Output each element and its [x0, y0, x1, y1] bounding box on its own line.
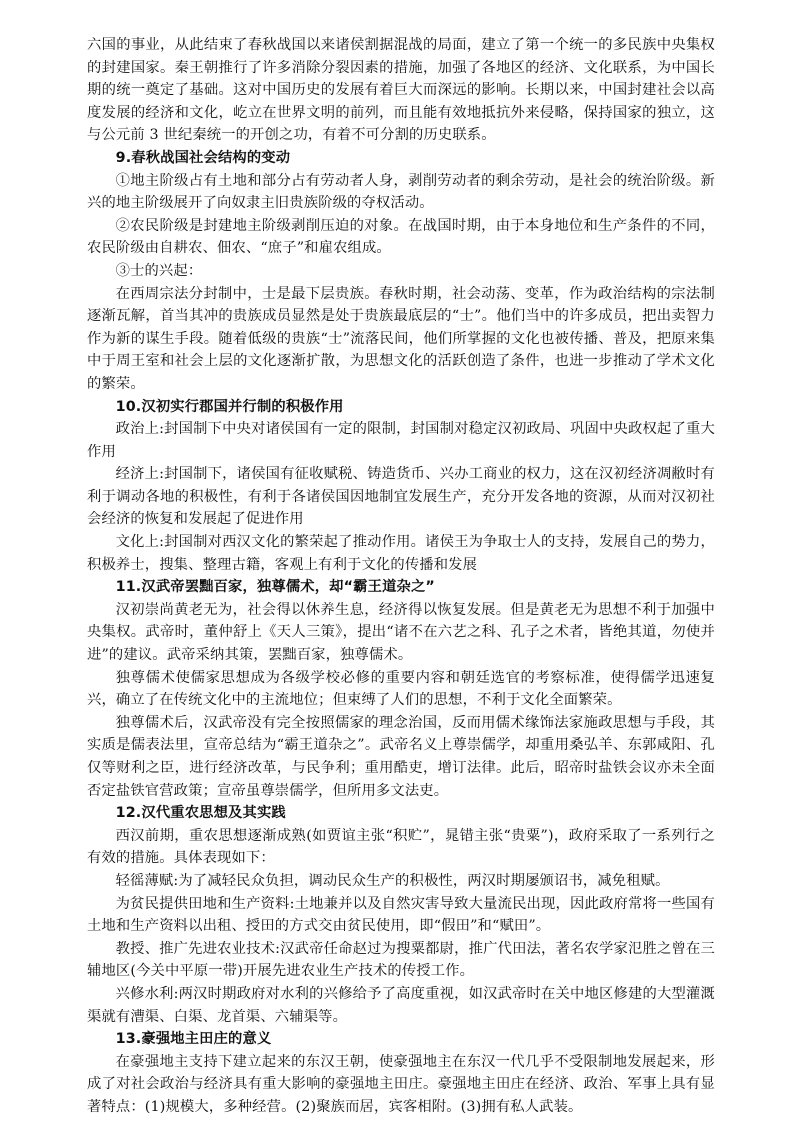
paragraph: 文化上:封国制对西汉文化的繁荣起了推动作用。诸侯王为争取士人的支持，发展自己的势力，积极养士，搜集、整理古籍，客观上有利于文化的传播和发展 [87, 534, 715, 573]
paragraph: 独尊儒术使儒家思想成为各级学校必修的重要内容和朝廷选官的考察标准，使得儒学迅速复兴，确立了在传统文化中的主流地位；但束缚了人们的思想，不利于文化全面繁荣。 [87, 669, 715, 709]
paragraph: 轻徭薄赋:为了减轻民众负担，调动民众生产的积极性，两汉时期屡颁诏书，减免租赋。 [115, 872, 670, 889]
paragraph: 西汉前期，重农思想逐渐成熟(如贾谊主张“积贮”，晁错主张“贵粟”)，政府采取了一系列行之有效的措施。具体表现如下： [87, 827, 715, 867]
paragraph: 教授、推广先进农业技术:汉武帝任命赵过为搜粟都尉，推广代田法，著名农学家氾胜之曾在三辅地区(今关中平原一带)开展先进农业生产技术的传授工作。 [87, 940, 715, 980]
section-heading-13: 13.豪强地主田庄的意义 [115, 1031, 272, 1048]
paragraph: 为贫民提供田地和生产资料:土地兼并以及自然灾害导致大量流民出现，因此政府常将一些国有土地和生产资料以出租、授田的方式交由贫民使用，即“假田”和“赋田”。 [87, 895, 715, 935]
paragraph: 汉初崇尚黄老无为，社会得以休养生息，经济得以恢复发展。但是黄老无为思想不利于加强中央集权。武帝时，董仲舒上《天人三策》，提出“诸不在六艺之科、孔子之术者，皆绝其道，勿使并进”的建议。武帝采纳其策，罢黜百家，独尊儒术。 [87, 601, 715, 664]
paragraph: ②农民阶级是封建地主阶级剥削压迫的对象。在战国时期，由于本身地位和生产条件的不同，农民阶级由自耕农、佃农、“庶子”和雇农组成。 [87, 217, 715, 257]
paragraph: 经济上:封国制下，诸侯国有征收赋税、铸造货币、兴办工商业的权力，这在汉初经济凋敝时有利于调动各地的积极性，有利于各诸侯国因地制宜发展生产，充分开发各地的资源，从而对汉初社会经济的恢复和发展起了促进作用 [87, 466, 715, 528]
section-heading-12: 12.汉代重农思想及其实践 [115, 805, 286, 822]
section-heading-11: 11.汉武帝罢黜百家，独尊儒术，却“霸王道杂之” [115, 579, 435, 596]
section-heading-9: 9.春秋战国社会结构的变动 [115, 149, 291, 166]
paragraph: 独尊儒术后，汉武帝没有完全按照儒家的理念治国，反而用儒术缘饰法家施政思想与手段，其实质是儒表法里，宣帝总结为“霸王道杂之”。武帝名义上尊崇儒学，却重用桑弘羊、东郭咸阳、孔仅等财利之臣，进行经济改革，与民争利；重用酷吏，增订法律。此后，昭帝时盐铁会议亦未全面否定盐铁官营政策；宣帝虽尊崇儒学，但所用多文法吏。 [87, 714, 715, 799]
paragraph: ①地主阶级占有土地和部分占有劳动者人身，剥削劳动者的剩余劳动，是社会的统治阶级。新兴的地主阶级展开了向奴隶主旧贵族阶级的夺权活动。 [87, 172, 715, 212]
intro-paragraph: 六国的事业，从此结束了春秋战国以来诸侯割据混战的局面，建立了第一个统一的多民族中央集权的封建国家。秦王朝推行了许多消除分裂因素的措施，加强了各地区的经济、文化联系，为中国长期的统一奠定了基础。这对中国历史的发展有着巨大而深远的影响。长期以来，中国封建社会以高度发展的经济和文化，屹立在世界文明的前列，而且能有效地抵抗外来侵略，保持国家的独立，这与公元前 3 世纪秦统一的开创之功，有着不可分割的历史联系。 [87, 37, 715, 144]
paragraph: 政治上:封国制下中央对诸侯国有一定的限制，封国制对稳定汉初政局、巩固中央政权起了重大作用 [87, 421, 715, 460]
paragraph: 在豪强地主支持下建立起来的东汉王朝，使豪强地主在东汉一代几乎不受限制地发展起来，形成了对社会政治与经济具有重大影响的豪强地主田庄。豪强地主田庄在经济、政治、军事上具有显著特点：(1)规模大，多种经营。(2)聚族而居，宾客相附。(3)拥有私人武装。 [87, 1053, 715, 1115]
document-page [87, 34, 715, 1119]
paragraph: ③士的兴起： [115, 262, 203, 279]
paragraph: 兴修水利:两汉时期政府对水利的兴修给予了高度重视，如汉武帝时在关中地区修建的大型灌溉渠就有漕渠、白渠、龙首渠、六辅渠等。 [87, 985, 715, 1025]
section-heading-10: 10.汉初实行郡国并行制的积极作用 [115, 398, 344, 415]
paragraph: 在西周宗法分封制中，士是最下层贵族。春秋时期，社会动荡、变革，作为政治结构的宗法制逐渐瓦解，首当其冲的贵族成员显然是处于贵族最底层的“士”。他们当中的许多成员，把出卖智力作为新的谋生手段。随着低级的贵族“士”流落民间，他们所掌握的文化也被传播、普及，把原来集中于周王室和社会上层的文化逐渐扩散，为思想文化的活跃创造了条件，也进一步推动了学术文化的繁荣。 [87, 285, 715, 392]
